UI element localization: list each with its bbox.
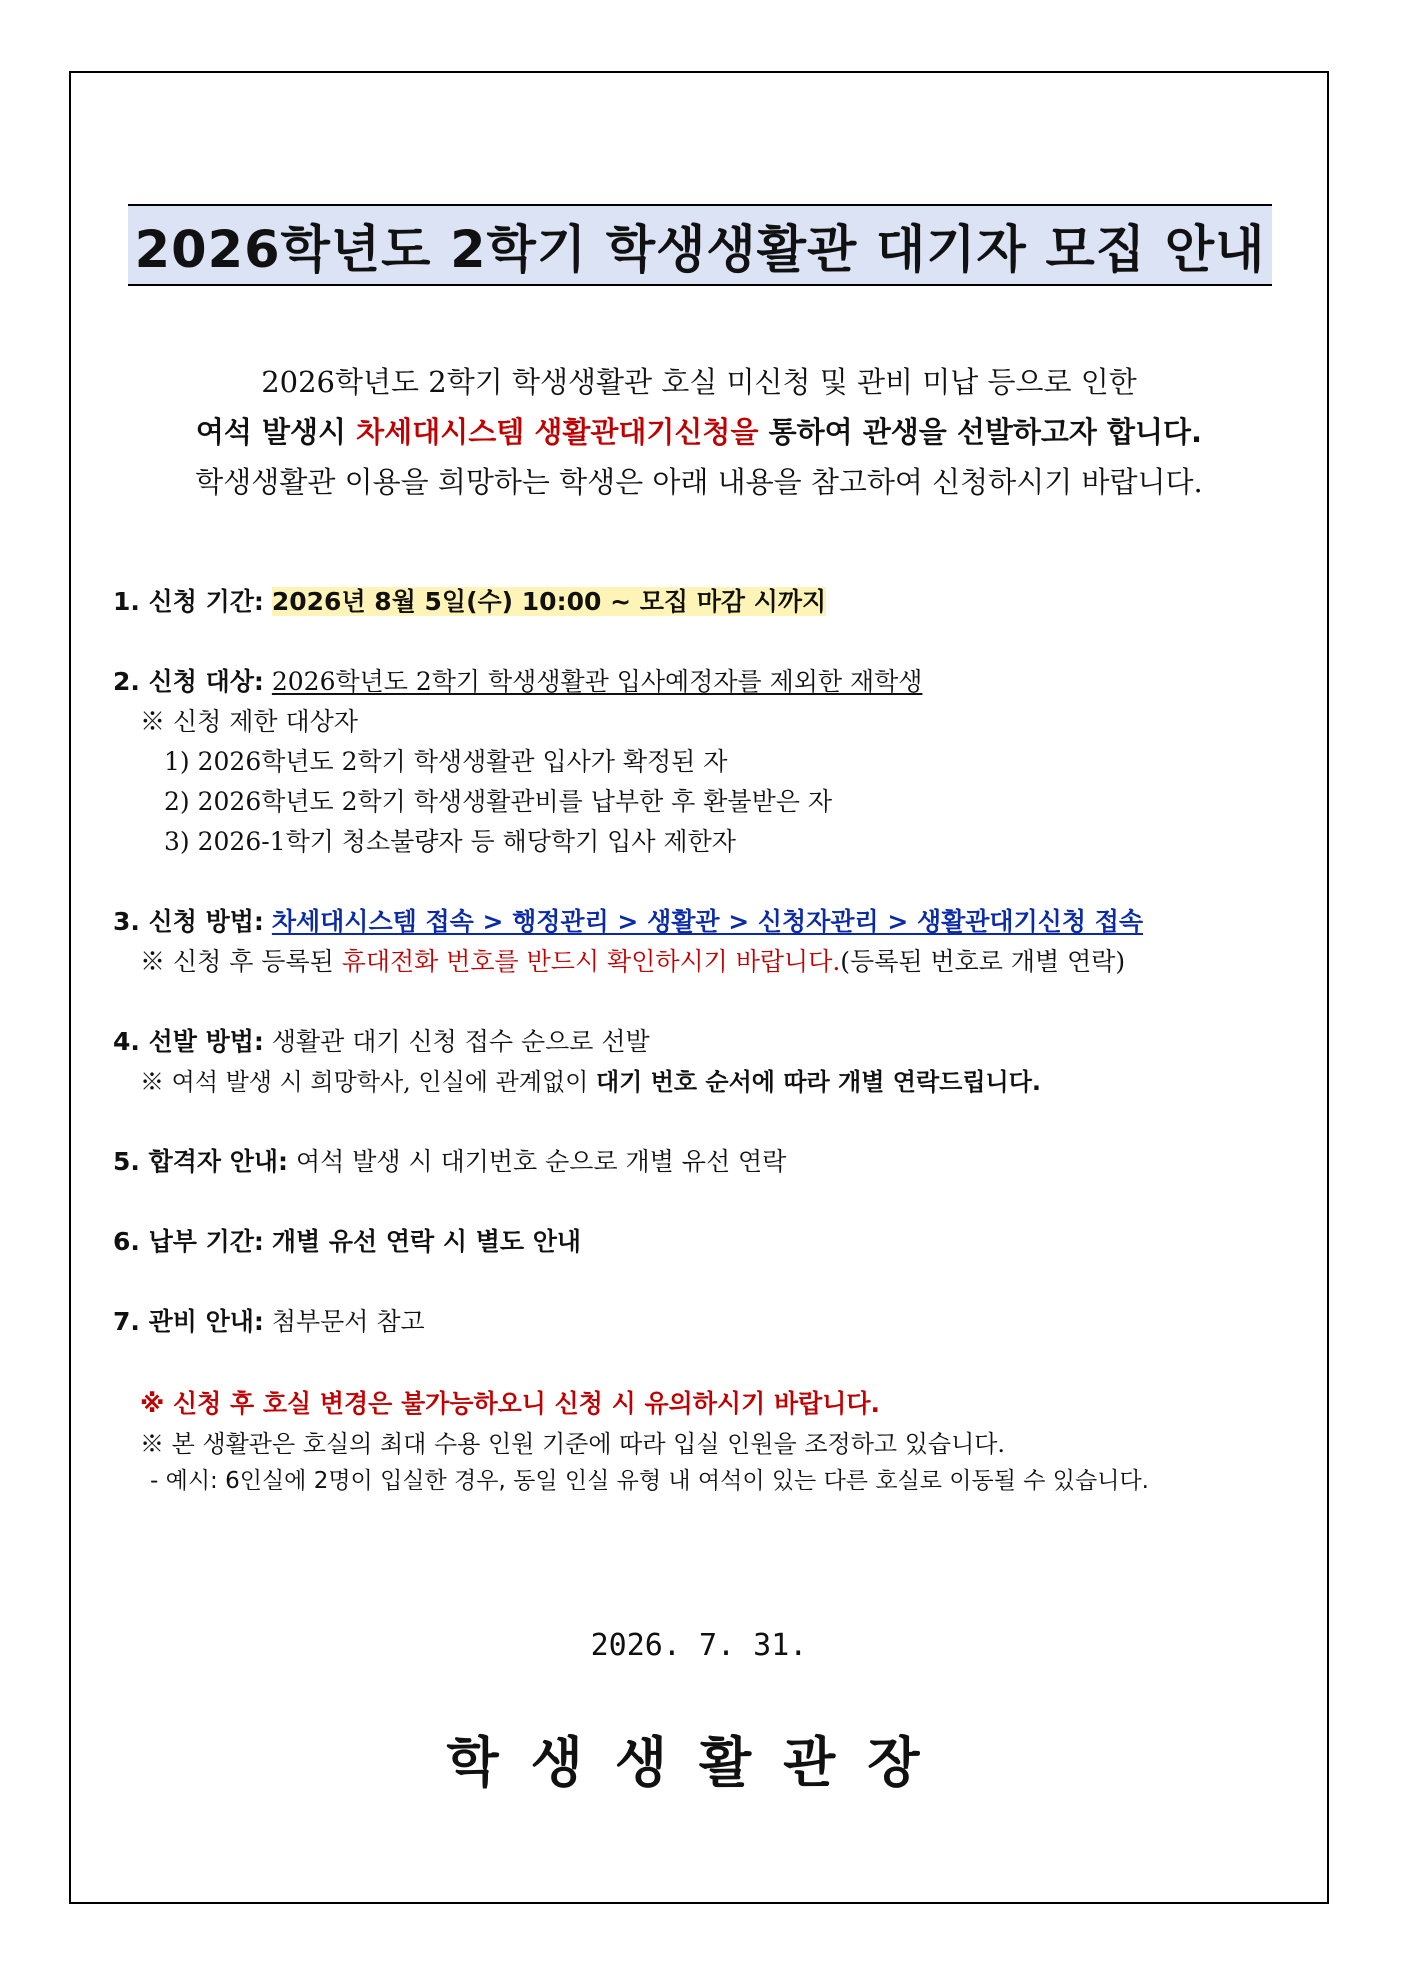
item-4-note [140, 1062, 1041, 1097]
item-5-heading: 5. 합격자 안내: [113, 1147, 289, 1176]
intro-line-3: 학생생활관 이용을 희망하는 학생은 아래 내용을 참고하여 신청하시기 바랍니다. [195, 465, 1203, 499]
title-banner [128, 204, 1272, 286]
item-3 [113, 902, 1143, 938]
item-4-value: 생활관 대기 신청 접수 순으로 선발 [271, 1027, 650, 1056]
item-7-value: 첨부문서 참고 [271, 1307, 425, 1336]
item-2-note: ※ 신청 제한 대상자 [140, 707, 358, 736]
item-3-note-start: ※ 신청 후 등록된 [140, 947, 342, 976]
item-4-note-bold: 대기 번호 순서에 따라 개별 연락드립니다. [595, 1068, 1042, 1096]
item-3-path-link[interactable]: 차세대시스템 접속 > 행정관리 > 생활관 > 신청자관리 > 생활관대기신청 접속 [271, 907, 1144, 936]
item-5 [113, 1142, 786, 1178]
notice-room-change: ※ 신청 후 호실 변경은 불가능하오니 신청 시 유의하시기 바랍니다. [140, 1389, 881, 1418]
item-4-note-start: ※ 여석 발생 시 희망학사, 인실에 관계없이 [140, 1068, 596, 1096]
item-2-sub-1: 1) 2026학년도 2학기 학생생활관 입사가 확정된 자 [164, 747, 728, 776]
intro-line-2-end: 통하여 관생을 선발하고자 합니다. [758, 415, 1203, 449]
intro-line-1: 2026학년도 2학기 학생생활관 호실 미신청 및 관비 미납 등으로 인한 [261, 365, 1137, 399]
issue-date: 2026. 7. 31. [590, 1628, 808, 1663]
item-2-heading: 2. 신청 대상: [113, 667, 264, 696]
item-2-value: 2026학년도 2학기 학생생활관 입사예정자를 제외한 재학생 [271, 667, 923, 696]
item-6 [113, 1222, 581, 1258]
notice-capacity: ※ 본 생활관은 호실의 최대 수용 인원 기준에 따라 입실 인원을 조정하고 있습니다. [140, 1430, 1006, 1458]
intro-system-name: 차세대시스템 생활관대기신청을 [356, 415, 759, 449]
item-2-sub-3: 3) 2026-1학기 청소불량자 등 해당학기 입사 제한자 [164, 827, 736, 856]
item-3-note [140, 942, 1125, 978]
item-7-heading: 7. 관비 안내: [113, 1307, 264, 1336]
item-2 [113, 662, 922, 698]
item-6-value: 개별 유선 연락 시 별도 안내 [271, 1227, 582, 1256]
page-title: 2026학년도 2학기 학생생활관 대기자 모집 안내 [134, 221, 1266, 280]
intro-line-2 [69, 410, 1329, 451]
item-3-note-warning: 휴대전화 번호를 반드시 확인하시기 바랍니다. [341, 947, 841, 976]
item-1 [113, 582, 826, 618]
item-4-heading: 4. 선발 방법: [113, 1027, 264, 1056]
item-1-heading: 1. 신청 기간: [113, 587, 264, 616]
item-5-value: 여석 발생 시 대기번호 순으로 개별 유선 연락 [296, 1147, 787, 1176]
item-6-heading: 6. 납부 기간: [113, 1227, 264, 1256]
notice-example: - 예시: 6인실에 2명이 입실한 경우, 동일 인실 유형 내 여석이 있는 다른 호실로 이동될 수 있습니다. [150, 1468, 1149, 1494]
item-7 [113, 1302, 425, 1338]
item-1-value: 2026년 8월 5일(수) 10:00 ~ 모집 마감 시까지 [271, 587, 827, 616]
item-3-note-end: (등록된 번호로 개별 연락) [840, 947, 1126, 976]
signature: 학생생활관장 [446, 1731, 952, 1794]
item-3-heading: 3. 신청 방법: [113, 907, 264, 936]
item-4 [113, 1022, 650, 1058]
intro-line-2-start: 여석 발생시 [195, 415, 357, 449]
item-2-sub-2: 2) 2026학년도 2학기 학생생활관비를 납부한 후 환불받은 자 [164, 787, 832, 816]
